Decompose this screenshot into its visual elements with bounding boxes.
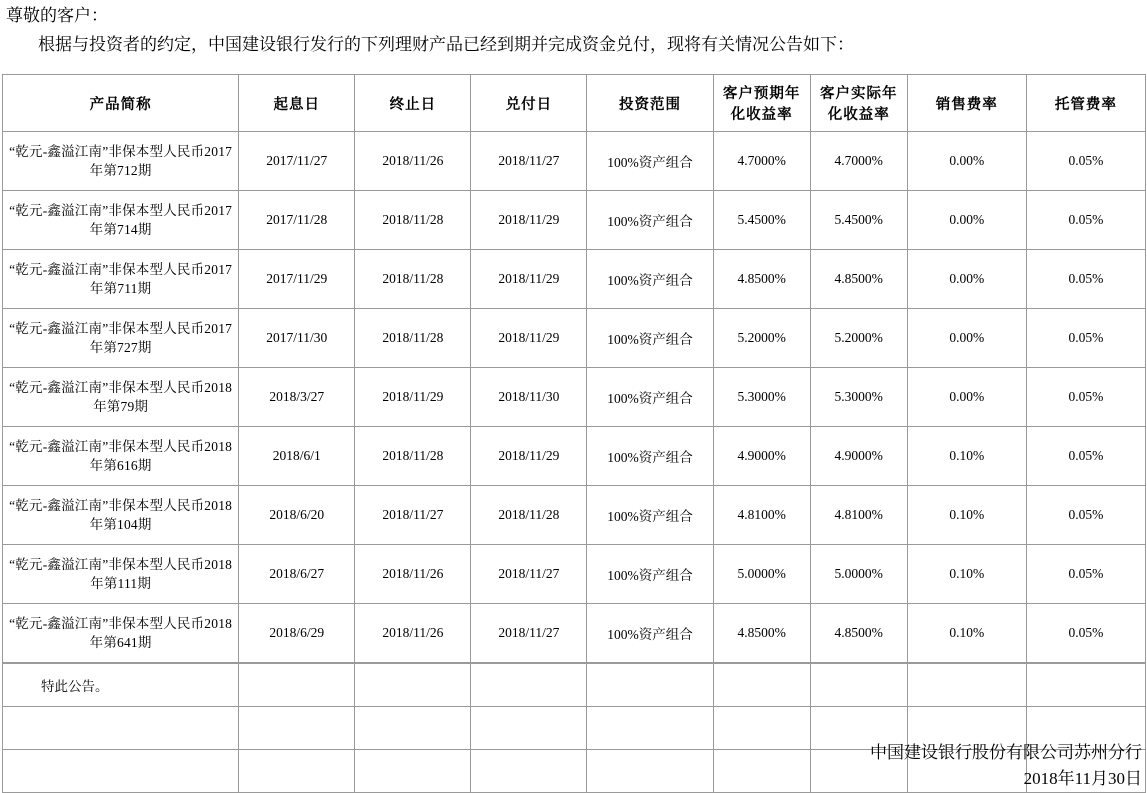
cell-sales-fee: 0.10% bbox=[907, 545, 1026, 604]
cell-end-date: 2018/11/27 bbox=[355, 486, 471, 545]
cell-end-date: 2018/11/26 bbox=[355, 132, 471, 191]
column-header-product-name: 产品简称 bbox=[3, 75, 239, 132]
cell-sales-fee: 0.10% bbox=[907, 604, 1026, 663]
grid-cell bbox=[355, 664, 471, 707]
cell-investment-scope: 100%资产组合 bbox=[587, 368, 713, 427]
cell-product-name: “乾元-鑫溢江南”非保本型人民币2018年第641期 bbox=[3, 604, 239, 663]
products-table bbox=[2, 74, 1146, 663]
cell-payment-date: 2018/11/29 bbox=[471, 309, 587, 368]
grid-cell bbox=[471, 750, 587, 793]
grid-cell bbox=[3, 750, 239, 793]
cell-investment-scope: 100%资产组合 bbox=[587, 191, 713, 250]
cell-start-date: 2018/6/27 bbox=[239, 545, 355, 604]
cell-end-date: 2018/11/28 bbox=[355, 191, 471, 250]
cell-payment-date: 2018/11/27 bbox=[471, 545, 587, 604]
table-row bbox=[3, 486, 1146, 545]
table-row bbox=[3, 427, 1146, 486]
table-row bbox=[3, 309, 1146, 368]
table-row bbox=[3, 604, 1146, 663]
cell-start-date: 2017/11/28 bbox=[239, 191, 355, 250]
cell-custody-fee: 0.05% bbox=[1026, 427, 1145, 486]
cell-expected-yield: 4.7000% bbox=[713, 132, 810, 191]
cell-sales-fee: 0.00% bbox=[907, 132, 1026, 191]
grid-cell bbox=[3, 707, 239, 750]
cell-custody-fee: 0.05% bbox=[1026, 132, 1145, 191]
grid-cell-empty bbox=[810, 664, 907, 707]
cell-custody-fee: 0.05% bbox=[1026, 309, 1145, 368]
cell-custody-fee: 0.05% bbox=[1026, 250, 1145, 309]
cell-payment-date: 2018/11/27 bbox=[471, 604, 587, 663]
cell-end-date: 2018/11/28 bbox=[355, 309, 471, 368]
cell-start-date: 2017/11/30 bbox=[239, 309, 355, 368]
cell-start-date: 2018/6/29 bbox=[239, 604, 355, 663]
grid-cell bbox=[471, 664, 587, 707]
table-row bbox=[3, 191, 1146, 250]
cell-sales-fee: 0.00% bbox=[907, 191, 1026, 250]
cell-expected-yield: 4.8100% bbox=[713, 486, 810, 545]
column-header-start-date: 起息日 bbox=[239, 75, 355, 132]
table-row bbox=[3, 132, 1146, 191]
cell-product-name: “乾元-鑫溢江南”非保本型人民币2017年第727期 bbox=[3, 309, 239, 368]
cell-end-date: 2018/11/29 bbox=[355, 368, 471, 427]
grid-cell bbox=[355, 750, 471, 793]
table-row bbox=[3, 368, 1146, 427]
notice-row bbox=[3, 664, 1146, 707]
cell-payment-date: 2018/11/29 bbox=[471, 250, 587, 309]
cell-investment-scope: 100%资产组合 bbox=[587, 250, 713, 309]
table-body bbox=[3, 132, 1146, 663]
cell-expected-yield: 4.8500% bbox=[713, 604, 810, 663]
cell-sales-fee: 0.10% bbox=[907, 486, 1026, 545]
intro-paragraph: 根据与投资者的约定，中国建设银行发行的下列理财产品已经到期并完成资金兑付，现将有关情况公告如下： bbox=[38, 35, 854, 55]
cell-sales-fee: 0.00% bbox=[907, 368, 1026, 427]
cell-custody-fee: 0.05% bbox=[1026, 545, 1145, 604]
grid-cell-empty bbox=[713, 750, 810, 793]
cell-expected-yield: 4.8500% bbox=[713, 250, 810, 309]
cell-start-date: 2018/6/20 bbox=[239, 486, 355, 545]
cell-start-date: 2018/6/1 bbox=[239, 427, 355, 486]
cell-payment-date: 2018/11/30 bbox=[471, 368, 587, 427]
footer-date: 2018年11月30日 bbox=[1023, 768, 1142, 788]
grid-cell-empty bbox=[713, 707, 810, 750]
grid-cell bbox=[471, 707, 587, 750]
footer-organization: 中国建设银行股份有限公司苏州分行 bbox=[870, 743, 1142, 763]
cell-sales-fee: 0.00% bbox=[907, 309, 1026, 368]
table-row bbox=[3, 545, 1146, 604]
cell-product-name: “乾元-鑫溢江南”非保本型人民币2018年第111期 bbox=[3, 545, 239, 604]
cell-investment-scope: 100%资产组合 bbox=[587, 427, 713, 486]
column-header-investment-scope: 投资范围 bbox=[587, 75, 713, 132]
cell-expected-yield: 5.3000% bbox=[713, 368, 810, 427]
cell-expected-yield: 5.4500% bbox=[713, 191, 810, 250]
cell-actual-yield: 4.8500% bbox=[810, 604, 907, 663]
cell-end-date: 2018/11/28 bbox=[355, 250, 471, 309]
cell-expected-yield: 5.0000% bbox=[713, 545, 810, 604]
column-header-end-date: 终止日 bbox=[355, 75, 471, 132]
grid-cell bbox=[239, 664, 355, 707]
salutation: 尊敬的客户： bbox=[6, 6, 108, 25]
grid-cell-empty bbox=[1026, 664, 1145, 707]
grid-cell bbox=[239, 750, 355, 793]
column-header-actual-yield: 客户实际年化收益率 bbox=[810, 75, 907, 132]
cell-actual-yield: 4.7000% bbox=[810, 132, 907, 191]
notice-text: 特此公告。 bbox=[3, 664, 239, 707]
grid-cell bbox=[587, 750, 713, 793]
cell-actual-yield: 4.9000% bbox=[810, 427, 907, 486]
table-header-row bbox=[3, 75, 1146, 132]
cell-custody-fee: 0.05% bbox=[1026, 368, 1145, 427]
grid-cell bbox=[355, 707, 471, 750]
cell-actual-yield: 5.3000% bbox=[810, 368, 907, 427]
cell-product-name: “乾元-鑫溢江南”非保本型人民币2017年第711期 bbox=[3, 250, 239, 309]
column-header-expected-yield: 客户预期年化收益率 bbox=[713, 75, 810, 132]
cell-sales-fee: 0.00% bbox=[907, 250, 1026, 309]
cell-product-name: “乾元-鑫溢江南”非保本型人民币2017年第714期 bbox=[3, 191, 239, 250]
cell-start-date: 2018/3/27 bbox=[239, 368, 355, 427]
cell-payment-date: 2018/11/29 bbox=[471, 191, 587, 250]
cell-expected-yield: 5.2000% bbox=[713, 309, 810, 368]
cell-product-name: “乾元-鑫溢江南”非保本型人民币2017年第712期 bbox=[3, 132, 239, 191]
grid-cell-empty bbox=[907, 664, 1026, 707]
cell-start-date: 2017/11/29 bbox=[239, 250, 355, 309]
cell-expected-yield: 4.9000% bbox=[713, 427, 810, 486]
cell-custody-fee: 0.05% bbox=[1026, 486, 1145, 545]
cell-sales-fee: 0.10% bbox=[907, 427, 1026, 486]
table-row bbox=[3, 250, 1146, 309]
cell-payment-date: 2018/11/28 bbox=[471, 486, 587, 545]
cell-end-date: 2018/11/26 bbox=[355, 545, 471, 604]
cell-actual-yield: 4.8500% bbox=[810, 250, 907, 309]
cell-investment-scope: 100%资产组合 bbox=[587, 132, 713, 191]
bottom-grid-area bbox=[2, 663, 1146, 793]
grid-cell bbox=[239, 707, 355, 750]
column-header-payment-date: 兑付日 bbox=[471, 75, 587, 132]
cell-actual-yield: 5.2000% bbox=[810, 309, 907, 368]
column-header-custody-fee: 托管费率 bbox=[1026, 75, 1145, 132]
cell-product-name: “乾元-鑫溢江南”非保本型人民币2018年第79期 bbox=[3, 368, 239, 427]
cell-actual-yield: 4.8100% bbox=[810, 486, 907, 545]
cell-investment-scope: 100%资产组合 bbox=[587, 604, 713, 663]
column-header-sales-fee: 销售费率 bbox=[907, 75, 1026, 132]
cell-end-date: 2018/11/26 bbox=[355, 604, 471, 663]
cell-actual-yield: 5.0000% bbox=[810, 545, 907, 604]
cell-investment-scope: 100%资产组合 bbox=[587, 309, 713, 368]
cell-payment-date: 2018/11/29 bbox=[471, 427, 587, 486]
cell-custody-fee: 0.05% bbox=[1026, 191, 1145, 250]
cell-product-name: “乾元-鑫溢江南”非保本型人民币2018年第616期 bbox=[3, 427, 239, 486]
grid-cell-empty bbox=[713, 664, 810, 707]
grid-cell bbox=[587, 664, 713, 707]
cell-payment-date: 2018/11/27 bbox=[471, 132, 587, 191]
cell-start-date: 2017/11/27 bbox=[239, 132, 355, 191]
cell-investment-scope: 100%资产组合 bbox=[587, 545, 713, 604]
grid-cell bbox=[587, 707, 713, 750]
cell-actual-yield: 5.4500% bbox=[810, 191, 907, 250]
cell-investment-scope: 100%资产组合 bbox=[587, 486, 713, 545]
cell-end-date: 2018/11/28 bbox=[355, 427, 471, 486]
cell-product-name: “乾元-鑫溢江南”非保本型人民币2018年第104期 bbox=[3, 486, 239, 545]
cell-custody-fee: 0.05% bbox=[1026, 604, 1145, 663]
footer-signature bbox=[870, 740, 1142, 791]
